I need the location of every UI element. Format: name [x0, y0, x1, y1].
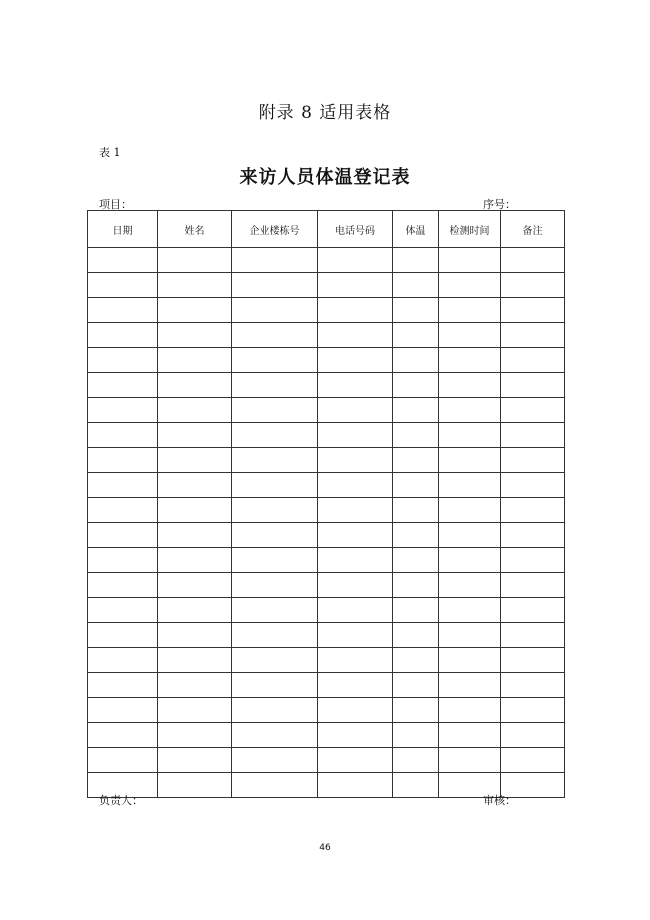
table-cell	[393, 723, 439, 748]
table-cell	[393, 648, 439, 673]
table-row	[88, 423, 565, 448]
table-cell	[439, 548, 501, 573]
table-cell	[88, 298, 158, 323]
table-cell	[158, 698, 232, 723]
table-cell	[158, 748, 232, 773]
table-cell	[439, 423, 501, 448]
table-cell	[439, 648, 501, 673]
table-row	[88, 448, 565, 473]
table-cell	[318, 773, 393, 798]
table-cell	[439, 748, 501, 773]
table-cell	[318, 623, 393, 648]
table-row	[88, 473, 565, 498]
table-row	[88, 723, 565, 748]
table-cell	[439, 248, 501, 273]
table-cell	[158, 673, 232, 698]
table-cell	[158, 373, 232, 398]
table-cell	[318, 423, 393, 448]
table-cell	[88, 448, 158, 473]
table-cell	[318, 398, 393, 423]
table-cell	[88, 523, 158, 548]
table-cell	[439, 523, 501, 548]
table-cell	[439, 473, 501, 498]
table-cell	[232, 598, 318, 623]
table-cell	[318, 473, 393, 498]
table-cell	[439, 723, 501, 748]
table-cell	[232, 523, 318, 548]
column-header-company-building: 企业楼栋号	[232, 211, 318, 248]
table-cell	[439, 673, 501, 698]
table-cell	[158, 448, 232, 473]
table-cell	[393, 698, 439, 723]
table-cell	[393, 448, 439, 473]
temperature-register-table	[87, 210, 565, 798]
table-cell	[318, 248, 393, 273]
table-cell	[158, 548, 232, 573]
page-number: 46	[319, 843, 331, 853]
table-cell	[158, 648, 232, 673]
table-cell	[318, 573, 393, 598]
table-row	[88, 373, 565, 398]
table-cell	[158, 498, 232, 523]
table-cell	[232, 673, 318, 698]
table-header-row	[88, 211, 565, 248]
table-cell	[501, 323, 565, 348]
table-cell	[158, 523, 232, 548]
table-cell	[439, 273, 501, 298]
table-row	[88, 623, 565, 648]
column-header-phone: 电话号码	[318, 211, 393, 248]
table-cell	[232, 398, 318, 423]
table-cell	[232, 273, 318, 298]
review-label: 审核：	[483, 794, 516, 807]
table-row	[88, 298, 565, 323]
table-cell	[501, 423, 565, 448]
table-cell	[88, 323, 158, 348]
table-body	[88, 248, 565, 798]
table-cell	[439, 698, 501, 723]
table-row	[88, 548, 565, 573]
table-cell	[393, 373, 439, 398]
table-cell	[318, 523, 393, 548]
table-cell	[232, 573, 318, 598]
table-cell	[88, 473, 158, 498]
table-row	[88, 573, 565, 598]
table-cell	[88, 723, 158, 748]
column-header-date: 日期	[88, 211, 158, 248]
table-cell	[232, 473, 318, 498]
table-row	[88, 323, 565, 348]
serial-label: 序号：	[483, 198, 516, 211]
table-cell	[232, 298, 318, 323]
column-header-name: 姓名	[158, 211, 232, 248]
table-cell	[501, 698, 565, 723]
table-cell	[88, 248, 158, 273]
table-row	[88, 273, 565, 298]
table-cell	[88, 398, 158, 423]
table-cell	[501, 748, 565, 773]
table-cell	[232, 748, 318, 773]
table-row	[88, 648, 565, 673]
table-cell	[501, 623, 565, 648]
responsible-label: 负责人：	[99, 794, 143, 807]
table-cell	[318, 298, 393, 323]
table-cell	[439, 298, 501, 323]
table-cell	[318, 723, 393, 748]
table-cell	[501, 373, 565, 398]
table-row	[88, 398, 565, 423]
table-row	[88, 498, 565, 523]
table-cell	[318, 273, 393, 298]
table-cell	[393, 548, 439, 573]
table-cell	[318, 498, 393, 523]
table-row	[88, 523, 565, 548]
table-cell	[232, 773, 318, 798]
appendix-title: 附录 8 适用表格	[258, 103, 392, 123]
table-cell	[318, 373, 393, 398]
table-cell	[232, 548, 318, 573]
table-cell	[158, 423, 232, 448]
table-cell	[501, 473, 565, 498]
table-cell	[439, 398, 501, 423]
table-cell	[501, 248, 565, 273]
table-cell	[501, 673, 565, 698]
table-cell	[232, 248, 318, 273]
table-cell	[318, 598, 393, 623]
table-cell	[318, 548, 393, 573]
table-row	[88, 698, 565, 723]
table-cell	[232, 648, 318, 673]
table-cell	[501, 398, 565, 423]
table-cell	[232, 498, 318, 523]
table-cell	[232, 348, 318, 373]
table-cell	[393, 323, 439, 348]
table-cell	[439, 448, 501, 473]
table-cell	[232, 448, 318, 473]
table-cell	[393, 398, 439, 423]
table-cell	[393, 573, 439, 598]
table-cell	[88, 623, 158, 648]
table-number: 表 1	[99, 146, 121, 159]
table-cell	[88, 348, 158, 373]
table-cell	[439, 348, 501, 373]
table-cell	[158, 623, 232, 648]
table-cell	[393, 773, 439, 798]
table-row	[88, 748, 565, 773]
table-cell	[501, 498, 565, 523]
table-cell	[158, 598, 232, 623]
table-cell	[88, 498, 158, 523]
table-cell	[158, 398, 232, 423]
table-cell	[232, 373, 318, 398]
column-header-check-time: 检测时间	[439, 211, 501, 248]
table-cell	[318, 748, 393, 773]
table-cell	[88, 673, 158, 698]
table-row	[88, 598, 565, 623]
table-cell	[393, 748, 439, 773]
table-cell	[393, 673, 439, 698]
table-cell	[88, 548, 158, 573]
table-cell	[501, 448, 565, 473]
table-cell	[232, 323, 318, 348]
table-cell	[158, 723, 232, 748]
table-cell	[158, 323, 232, 348]
table-cell	[393, 623, 439, 648]
table-cell	[439, 498, 501, 523]
table-cell	[439, 598, 501, 623]
table-cell	[501, 648, 565, 673]
table-cell	[318, 448, 393, 473]
table-cell	[318, 673, 393, 698]
table-cell	[318, 648, 393, 673]
table-cell	[501, 298, 565, 323]
table-cell	[232, 723, 318, 748]
table-cell	[393, 473, 439, 498]
table-row	[88, 348, 565, 373]
table-cell	[158, 348, 232, 373]
table-cell	[318, 323, 393, 348]
table-cell	[393, 348, 439, 373]
table-cell	[439, 573, 501, 598]
table-cell	[158, 573, 232, 598]
table-cell	[393, 498, 439, 523]
table-cell	[88, 648, 158, 673]
form-title: 来访人员体温登记表	[239, 167, 411, 188]
table-cell	[501, 523, 565, 548]
column-header-remarks: 备注	[501, 211, 565, 248]
table-cell	[393, 423, 439, 448]
table-cell	[232, 698, 318, 723]
table-cell	[158, 298, 232, 323]
table-cell	[232, 423, 318, 448]
table-cell	[501, 598, 565, 623]
column-header-temperature: 体温	[393, 211, 439, 248]
table-cell	[232, 623, 318, 648]
table-cell	[439, 373, 501, 398]
table-cell	[393, 598, 439, 623]
table-cell	[501, 723, 565, 748]
table-cell	[501, 273, 565, 298]
table-cell	[88, 698, 158, 723]
table-cell	[158, 248, 232, 273]
table-cell	[158, 473, 232, 498]
table-row	[88, 248, 565, 273]
table-cell	[88, 598, 158, 623]
table-row	[88, 673, 565, 698]
table-cell	[501, 348, 565, 373]
table-cell	[501, 573, 565, 598]
table-cell	[158, 773, 232, 798]
table-cell	[439, 323, 501, 348]
table-cell	[88, 748, 158, 773]
project-label: 项目：	[99, 198, 132, 211]
table-cell	[318, 348, 393, 373]
table-cell	[88, 373, 158, 398]
table-cell	[393, 298, 439, 323]
table-cell	[88, 273, 158, 298]
table-cell	[318, 698, 393, 723]
table-cell	[393, 273, 439, 298]
table-cell	[393, 523, 439, 548]
table-cell	[88, 573, 158, 598]
table-cell	[393, 248, 439, 273]
table-cell	[501, 548, 565, 573]
table-cell	[158, 273, 232, 298]
table-cell	[439, 623, 501, 648]
table-cell	[88, 423, 158, 448]
